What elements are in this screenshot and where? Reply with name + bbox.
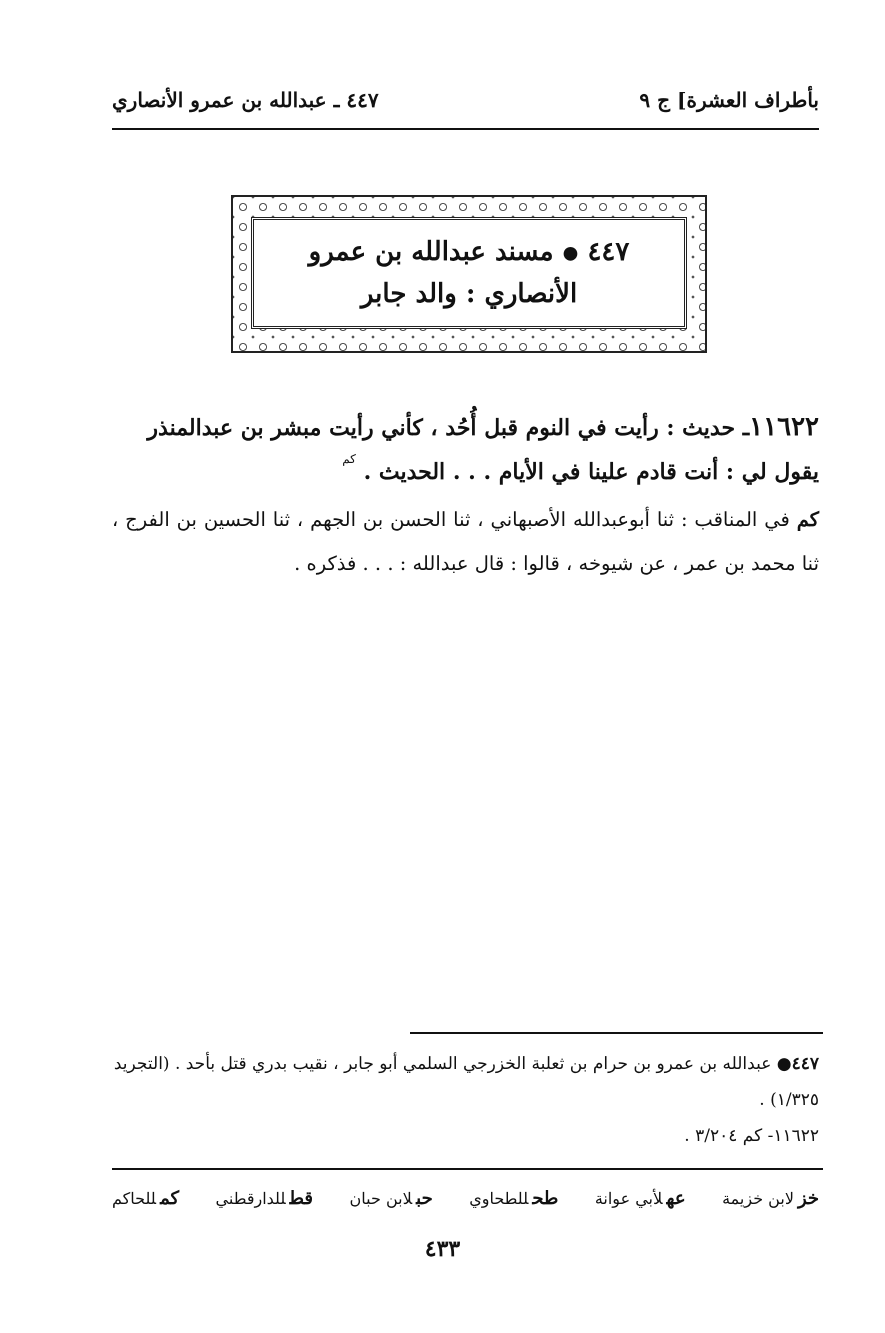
legend-abbr: عه bbox=[666, 1187, 686, 1209]
legend-name: للطحاوي bbox=[469, 1188, 529, 1208]
legend-abbr: خز bbox=[797, 1187, 819, 1209]
footnote-1-number: ٤٤٧● bbox=[776, 1054, 819, 1074]
running-header bbox=[112, 82, 819, 118]
legend-item bbox=[216, 1188, 313, 1209]
header-section-title: ٤٤٧ ـ عبدالله بن عمرو الأنصاري bbox=[112, 88, 379, 112]
bullet-icon: ● bbox=[562, 242, 579, 264]
musnad-number: ٤٤٧ bbox=[587, 237, 630, 267]
footnote-divider bbox=[410, 1032, 823, 1034]
legend-item bbox=[469, 1188, 558, 1209]
source-marker: كم bbox=[342, 452, 356, 466]
legend-name: لابن خزيمة bbox=[722, 1188, 794, 1208]
footnotes bbox=[112, 1046, 819, 1154]
musnad-name: مسند عبدالله بن عمرو bbox=[308, 237, 554, 267]
legend-name: لابن حبان bbox=[349, 1188, 413, 1208]
legend-abbr: طح bbox=[532, 1187, 559, 1209]
hadith-line-1 bbox=[112, 405, 819, 450]
footnote-2: ١١٦٢٢- كم ٣/٢٠٤ . bbox=[684, 1126, 819, 1146]
legend-item bbox=[595, 1188, 686, 1209]
source-abbr: كم bbox=[796, 508, 819, 531]
footnote-1-text: عبدالله بن عمرو بن حرام بن ثعلبة الخزرجي السلمي أبو جابر ، نقيب بدري قتل بأحد . (التجريد ١/٣٢٥) . bbox=[113, 1054, 819, 1110]
footnote-1 bbox=[112, 1046, 819, 1118]
legend-name: للدارقطني bbox=[215, 1188, 286, 1208]
abbreviation-legend bbox=[112, 1180, 819, 1216]
legend-item bbox=[112, 1188, 179, 1209]
legend-abbr: كم bbox=[160, 1187, 180, 1209]
source-text: في المناقب : ثنا أبوعبدالله الأصبهاني ، ثنا الحسن بن الجهم ، ثنا الحسين بن الفرج ، ثنا محمد بن عمر ، عن شيوخه ، قالوا : قال عبدالله : . . . فذكره . bbox=[112, 508, 819, 575]
legend-abbr: قط bbox=[289, 1187, 314, 1209]
legend-abbr: حب bbox=[416, 1187, 433, 1209]
musnad-title-line-2: الأنصاري : والد جابر bbox=[360, 279, 578, 309]
legend-item bbox=[350, 1188, 433, 1209]
hadith-line-2 bbox=[112, 450, 819, 497]
legend-divider bbox=[112, 1168, 823, 1170]
hadith-number: ١١٦٢٢ bbox=[749, 412, 819, 442]
header-divider bbox=[112, 128, 819, 130]
ornamental-title-frame bbox=[231, 195, 707, 353]
header-book-title: بأطراف العشرة] ج ٩ bbox=[639, 88, 819, 112]
legend-name: للحاكم bbox=[112, 1188, 157, 1208]
hadith-text bbox=[112, 405, 819, 497]
page-number: ٤٣٣ bbox=[424, 1236, 461, 1262]
title-box bbox=[251, 217, 687, 329]
legend-name: لأبي عوانة bbox=[594, 1188, 663, 1208]
hadith-line-1-text: ـ حديث : رأيت في النوم قبل أُحُد ، كأني رأيت مبشر بن عبدالمنذر bbox=[147, 415, 750, 441]
hadith-line-2-text: يقول لي : أنت قادم علينا في الأيام . . . الحديث . bbox=[363, 459, 819, 485]
legend-item bbox=[722, 1188, 819, 1209]
musnad-title-line-1 bbox=[309, 237, 630, 267]
source-chain bbox=[112, 498, 819, 586]
